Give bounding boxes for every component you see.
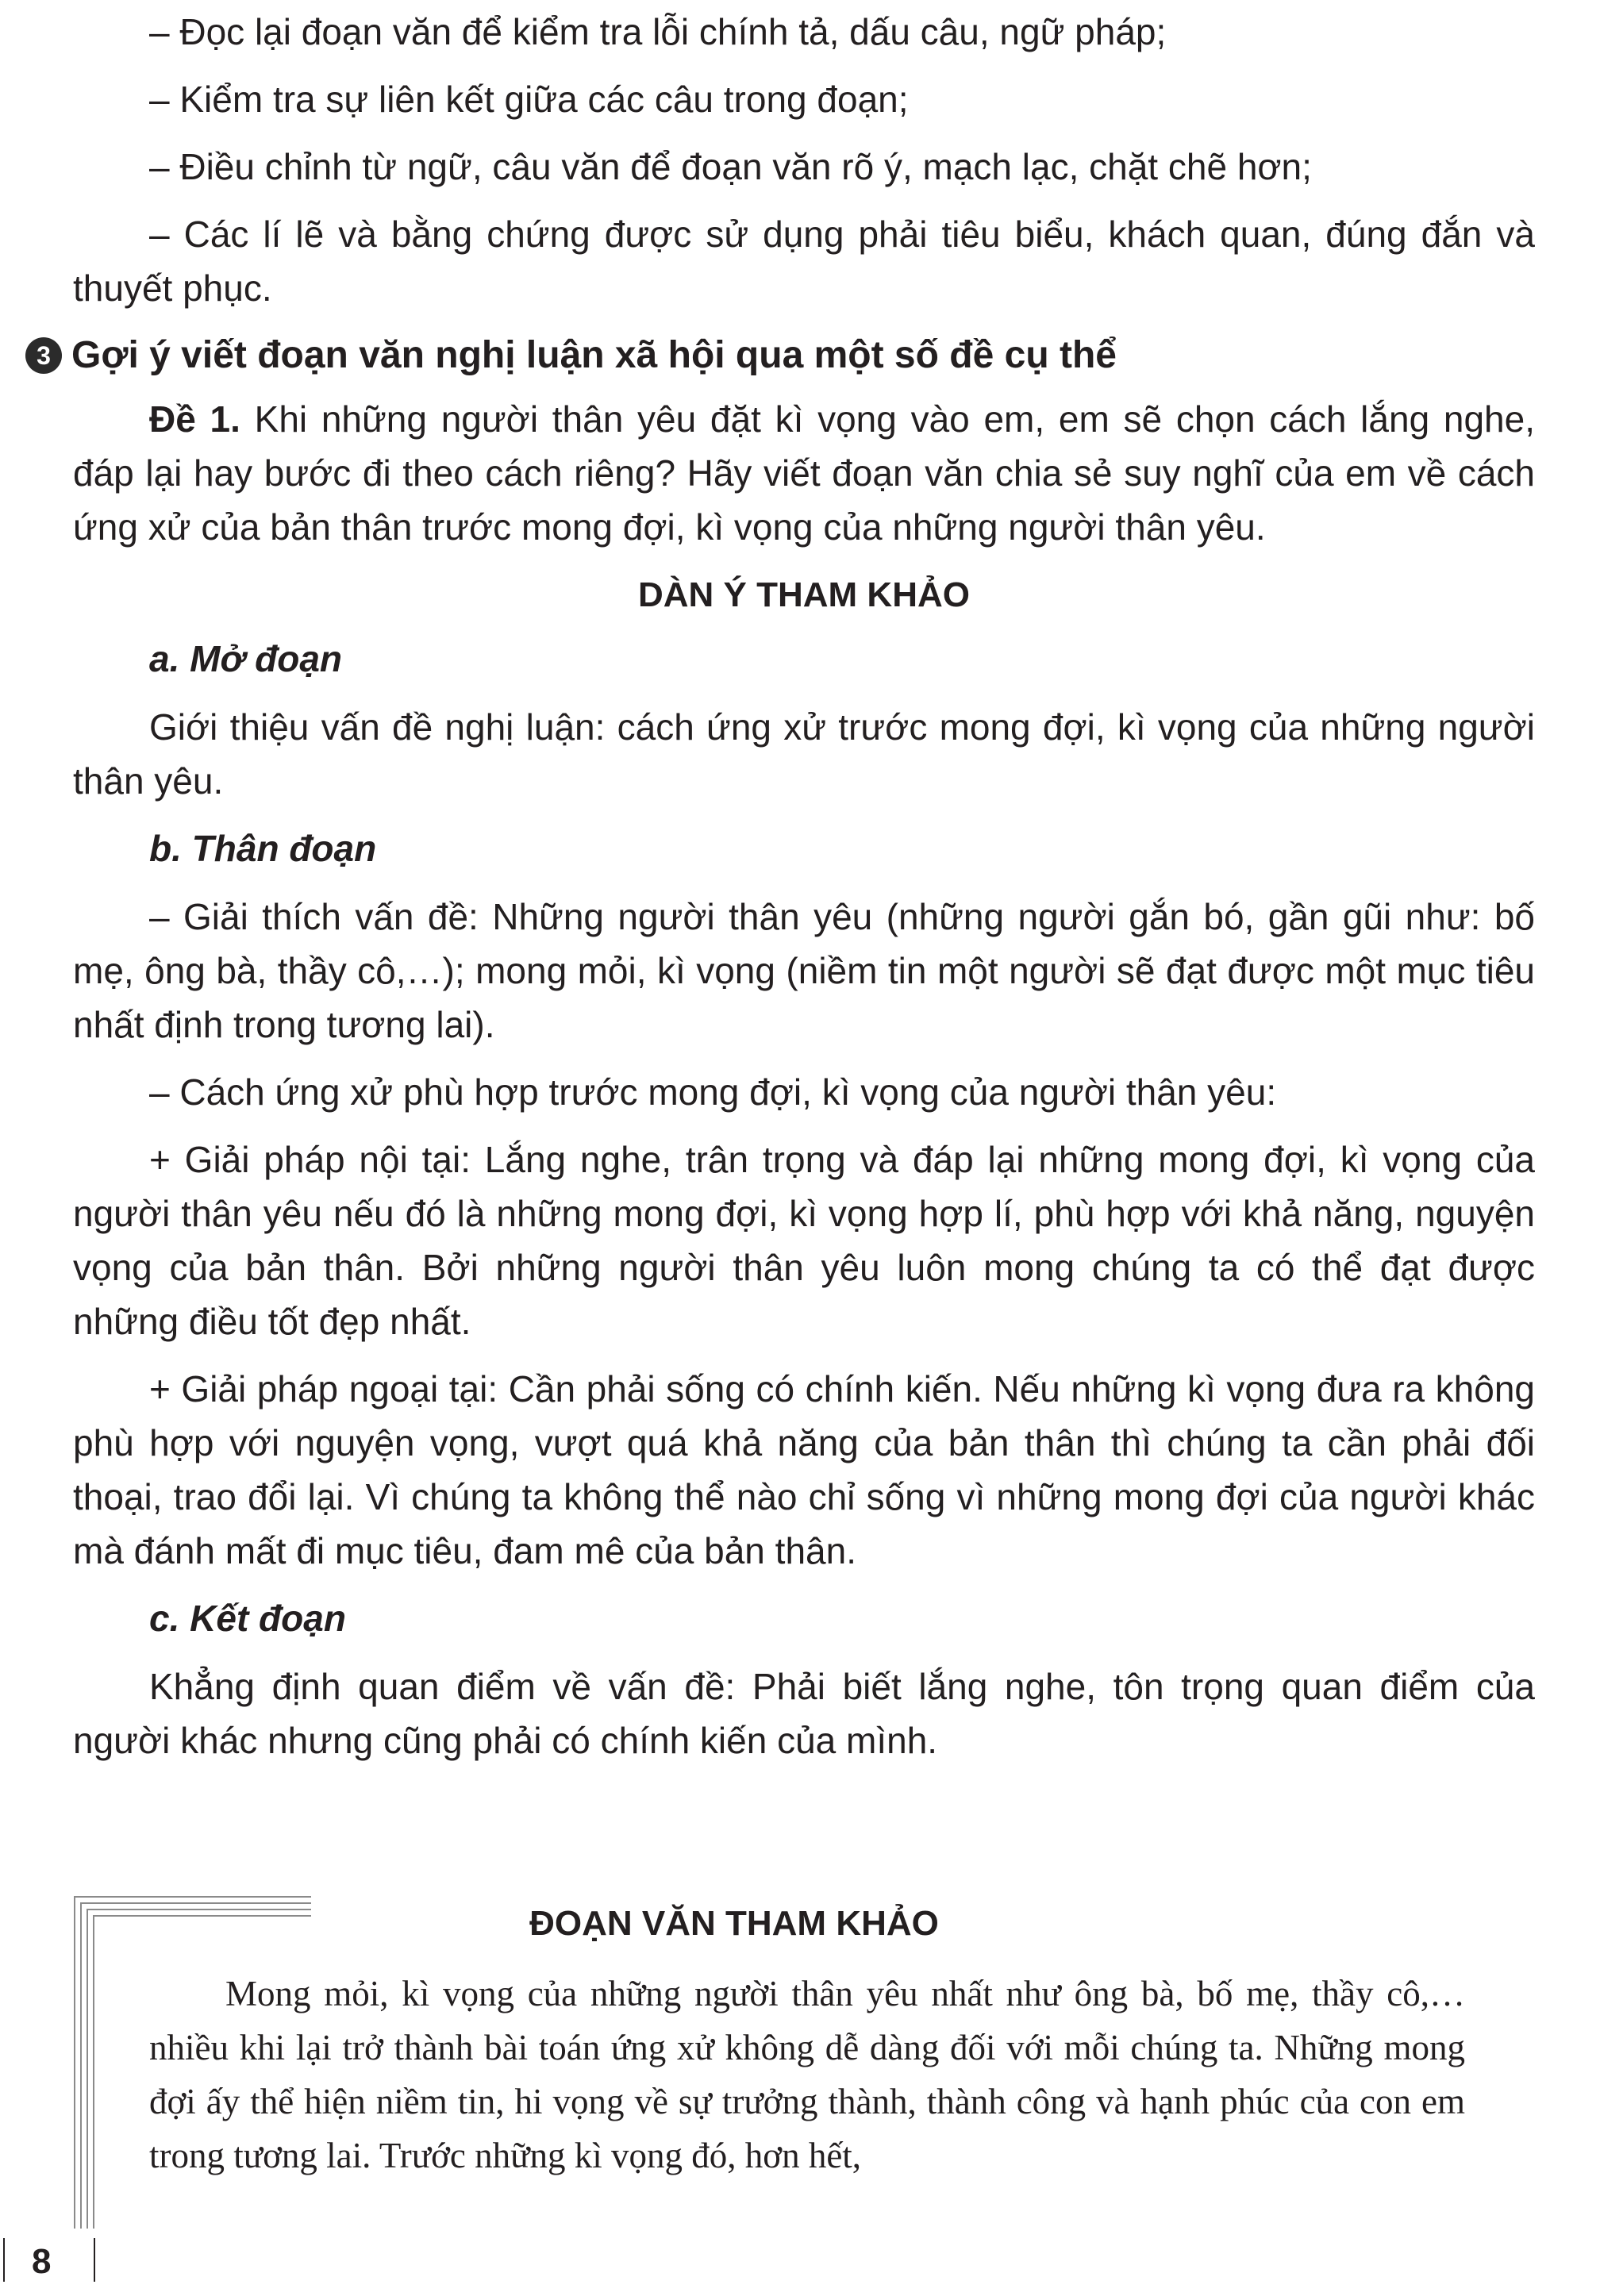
page-number-rule-right <box>94 2238 95 2282</box>
closing-heading: c. Kết đoạn <box>149 1598 346 1639</box>
section-heading <box>25 329 1535 383</box>
page-number: 8 <box>32 2242 52 2281</box>
prompt-paragraph <box>73 392 1535 554</box>
body-behavior: – Cách ứng xử phù hợp trước mong đợi, kì vọng của người thân yêu: <box>149 1071 1277 1113</box>
page-number-rule-left <box>3 2238 5 2282</box>
prompt-label: Đề 1. <box>149 398 240 440</box>
checklist-item-3: – Điều chỉnh từ ngữ, câu văn để đoạn văn rõ ý, mạch lạc, chặt chẽ hơn; <box>149 146 1312 187</box>
prompt-text: Khi những người thân yêu đặt kì vọng vào em, em sẽ chọn cách lắng nghe, đáp lại hay bước đi theo cách riêng? Hãy viết đoạn văn chia sẻ suy nghĩ của em về cách ứng xử của bản thân trước mong đợi, kì vọng của những người thân yêu. <box>73 398 1535 548</box>
section-title: Gợi ý viết đoạn văn nghị luận xã hội qua một số đề cụ thể <box>71 334 1117 376</box>
reference-text: Mong mỏi, kì vọng của những người thân yêu nhất như ông bà, bố mẹ, thầy cô,… nhiều khi lại trở thành bài toán ứng xử không dễ dàng đối với mỗi chúng ta. Những mong đợi ấy thể hiện niềm tin, hi vọng về sự trưởng thành, thành công và hạnh phúc của con em trong tương lai. Trước những kì vọng đó, hơn hết, <box>149 1974 1465 2175</box>
page-content <box>37 0 1535 1781</box>
checklist-item-4: – Các lí lẽ và bằng chứng được sử dụng phải tiêu biểu, khách quan, đúng đắn và thuyết phục. <box>73 213 1535 309</box>
outline-title: DÀN Ý THAM KHẢO <box>638 575 970 614</box>
section-number-badge: 3 <box>25 337 62 374</box>
page-footer <box>0 2232 103 2287</box>
opening-text: Giới thiệu vấn đề nghị luận: cách ứng xử trước mong đợi, kì vọng của những người thân yêu. <box>73 706 1535 802</box>
opening-heading: a. Mở đoạn <box>149 638 343 679</box>
reference-title: ĐOẠN VĂN THAM KHẢO <box>529 1904 939 1943</box>
checklist-item-1: – Đọc lại đoạn văn để kiểm tra lỗi chính tả, dấu câu, ngữ pháp; <box>149 11 1167 52</box>
body-explain: – Giải thích vấn đề: Những người thân yêu (những người gắn bó, gần gũi như: bố mẹ, ông bà, thầy cô,…); mong mỏi, kì vọng (niềm tin một người sẽ đạt được một mục tiêu nhất định trong tương lai). <box>73 896 1535 1045</box>
body-outer-solution: + Giải pháp ngoại tại: Cần phải sống có chính kiến. Nếu những kì vọng đưa ra không phù hợp với nguyện vọng, vượt quá khả năng của bản thân thì chúng ta cần phải đối thoại, trao đổi lại. Vì chúng ta không thể nào chỉ sống vì những mong đợi của người khác mà đánh mất đi mục tiêu, đam mê của bản thân. <box>73 1368 1535 1571</box>
checklist-item-2: – Kiểm tra sự liên kết giữa các câu trong đoạn; <box>149 79 909 120</box>
closing-text: Khẳng định quan điểm về vấn đề: Phải biết lắng nghe, tôn trọng quan điểm của người khác nhưng cũng phải có chính kiến của mình. <box>73 1666 1535 1761</box>
body-inner-solution: + Giải pháp nội tại: Lắng nghe, trân trọng và đáp lại những mong đợi, kì vọng của người thân yêu nếu đó là những mong đợi, kì vọng hợp lí, phù hợp với khả năng, nguyện vọng của bản thân. Bởi những người thân yêu luôn mong chúng ta có thể đạt được những điều tốt đẹp nhất. <box>73 1139 1535 1342</box>
body-heading: b. Thân đoạn <box>149 828 377 869</box>
